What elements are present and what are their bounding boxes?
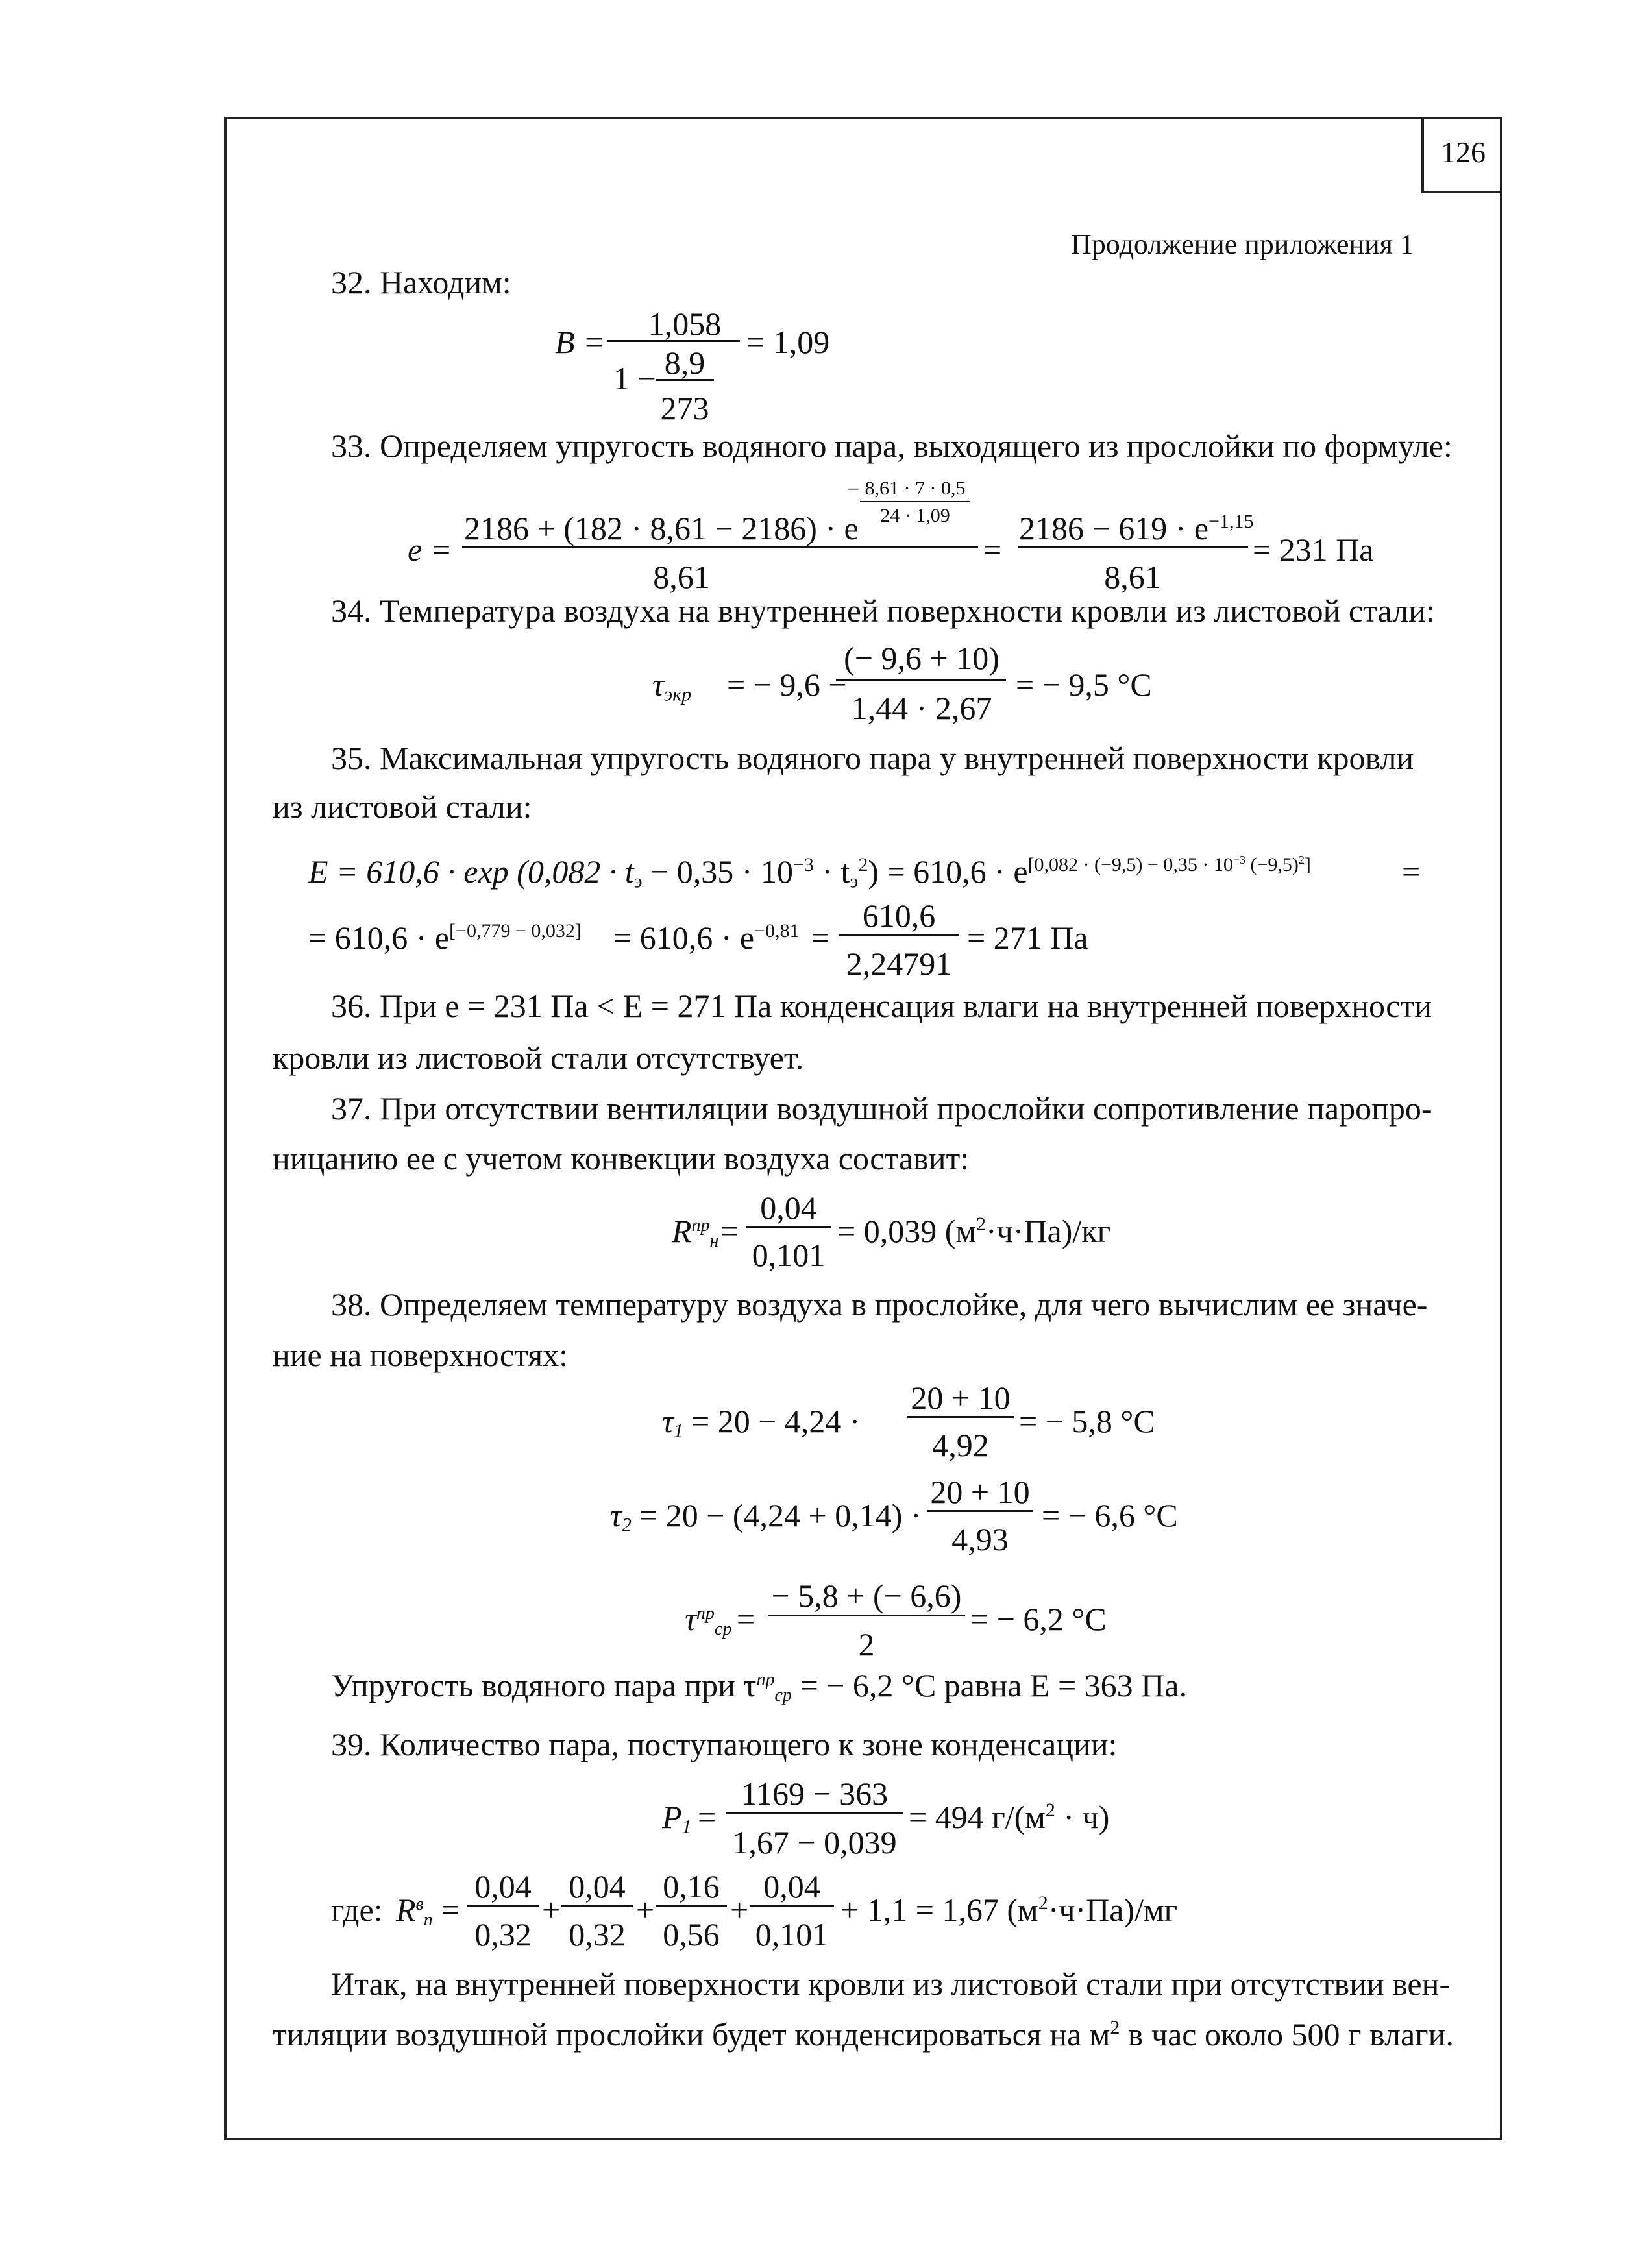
step-37-line2: ницанию ее с учетом конвекции воздуха составит: [273,1140,970,1177]
step-36-line2: кровли из листовой стали отсутствует. [273,1040,804,1076]
step-32-heading: 32. Находим: [331,264,511,300]
formula-e-max-line1: $E = 610,6 \cdot \exp (0,082 \cdot t_э - 0,35 \cdot 10^{-3} \cdot t_э^2) = 610,6 \cdot e[0,082 \cdot (-9,5) - 0,35 \cdot 10-3 (-9,5)2]$ [308,853,1311,892]
step-37-line1: 37. При отсутствии вентиляции воздушной прослойки сопротивление паропро- [331,1090,1432,1127]
step-38-line2: ние на поверхностях: [273,1337,569,1373]
conclusion-line2: тиляции воздушной прослойки будет конденсироваться на $м^2$ в час около 500 г влаги. [273,2016,1454,2053]
step-39-heading: 39. Количество пара, поступающего к зоне конденсации: [331,1726,1118,1762]
conclusion-line1: Итак, на внутренней поверхности кровли из листовой стали при отсутствии вен- [331,1966,1451,2002]
step-36-line1: 36. При е = 231 Па < Е = 271 Па конденсация влаги на внутренней поверхности [331,988,1432,1024]
formula-e-max-eq: = [1402,853,1421,890]
step-35-line2: из листовой стали: [273,788,532,825]
page-number: 126 [1421,117,1502,193]
step-33-heading: 33. Определяем упругость водяного пара, выходящего из прослойки по формуле: [331,428,1453,464]
vapor-pressure-note: Упругость водяного пара при $\tau^{пр}_{ср}$ = − 6,2 °С равна Е = 363 Па. [331,1667,1187,1705]
appendix-header: Продолжение приложения 1 [1071,228,1414,260]
step-34-heading: 34. Температура воздуха на внутренней поверхности кровли из листовой стали: [331,592,1435,629]
step-35-line1: 35. Максимальная упругость водяного пара у внутренней поверхности кровли [331,740,1414,776]
step-38-line1: 38. Определяем температуру воздуха в прослойке, для чего вычислим ее значе- [331,1286,1428,1323]
